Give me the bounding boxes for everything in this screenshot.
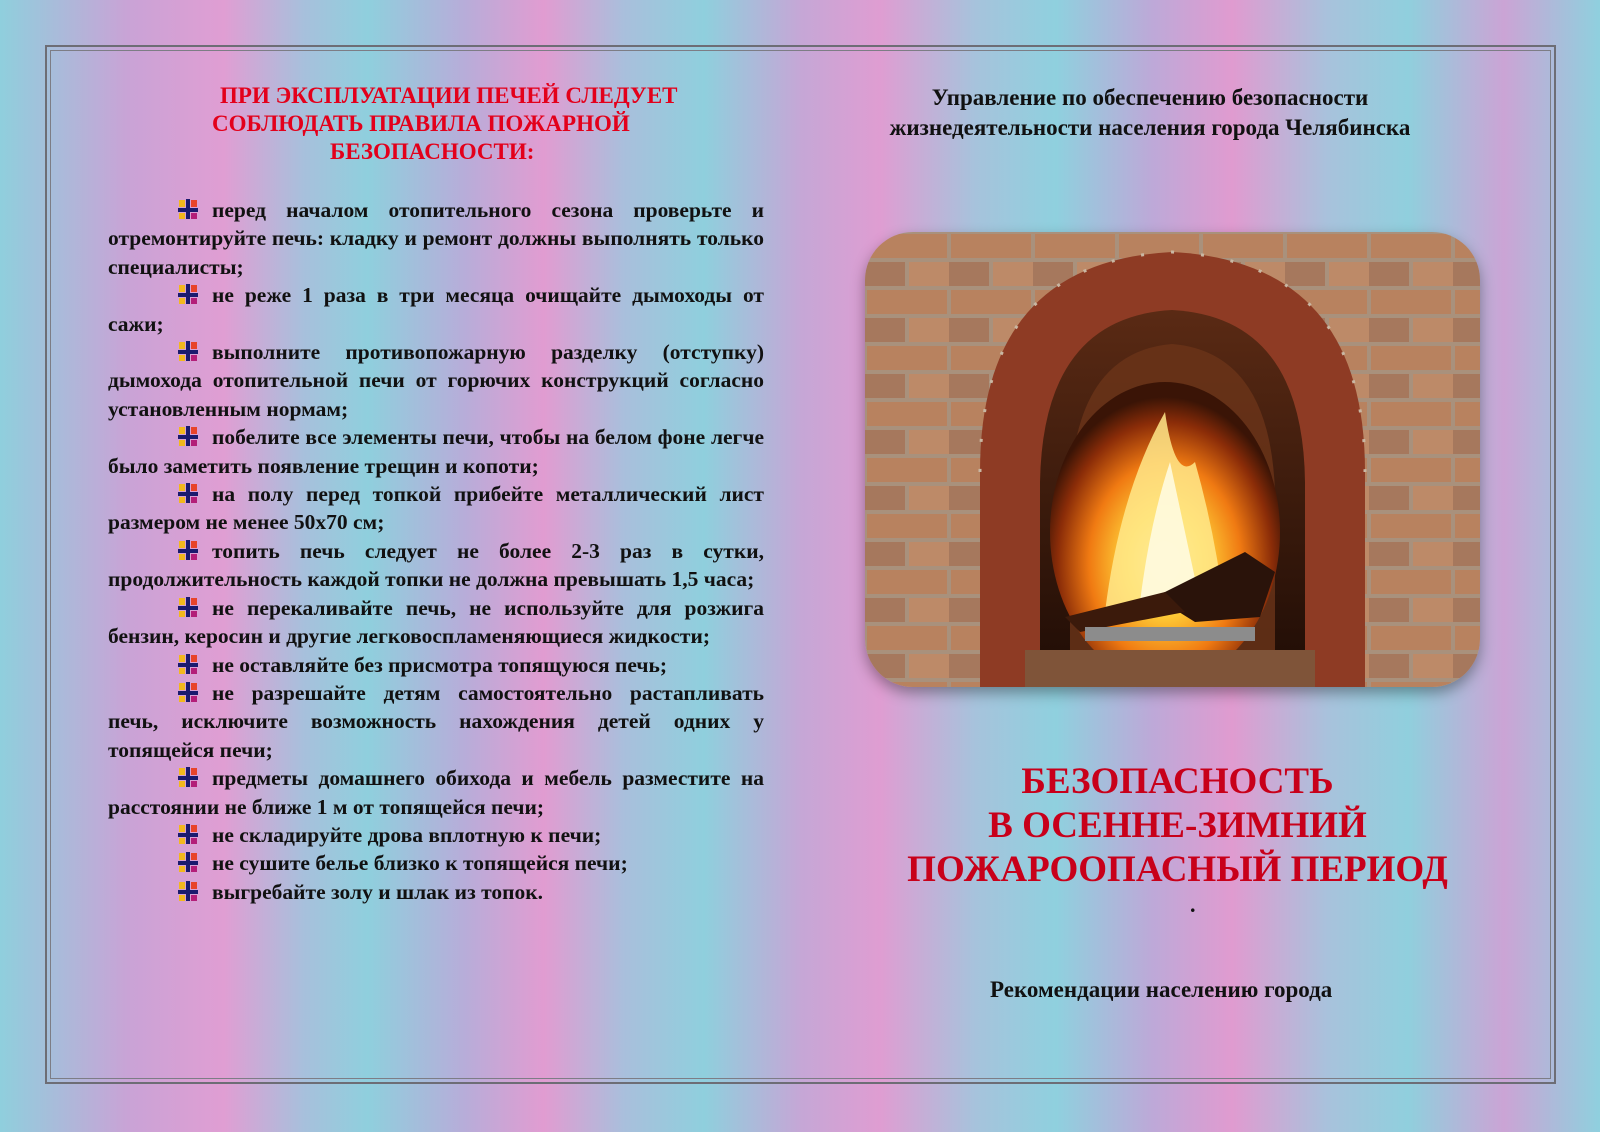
rule-item xyxy=(108,679,764,764)
rule-item xyxy=(108,821,764,849)
rule-item xyxy=(108,594,764,651)
rule-text: перед началом отопительного сезона проверьте и отремонтируйте печь: кладку и ремонт должны выполнять только специалисты; xyxy=(108,198,764,279)
bullet-arrow-icon xyxy=(178,483,198,503)
bullet-arrow-icon xyxy=(178,682,198,702)
rule-text: не разрешайте детям самостоятельно растапливать печь, исключите возможность нахождения детей одних у топящейся печи; xyxy=(108,680,764,762)
main-title-line: БЕЗОПАСНОСТЬ xyxy=(1021,761,1334,802)
rule-item xyxy=(108,338,764,423)
rule-text: не перекаливайте печь, не используйте для розжига бензин, керосин и другие легковоспламеняющиеся жидкости; xyxy=(108,595,764,649)
bullet-arrow-icon xyxy=(178,852,198,872)
rule-item xyxy=(108,537,764,594)
bullet-arrow-icon xyxy=(178,426,198,446)
fireplace-image xyxy=(865,232,1480,687)
organization-name xyxy=(835,83,1465,143)
organization-line: жизнедеятельности населения города Челябинска xyxy=(889,115,1411,140)
rule-text: выгребайте золу и шлак из топок. xyxy=(212,879,544,904)
rules-heading-line: ПРИ ЭКСПЛУАТАЦИИ ПЕЧЕЙ СЛЕДУЕТ xyxy=(220,83,678,108)
organization-line: Управление по обеспечению безопасности xyxy=(931,85,1369,110)
bullet-arrow-icon xyxy=(178,654,198,674)
rule-text: на полу перед топкой прибейте металлический лист размером не менее 50х70 см; xyxy=(108,482,764,535)
bullet-arrow-icon xyxy=(178,284,198,304)
rule-text: не сушите белье близко к топящейся печи; xyxy=(212,851,628,876)
rule-text: выполните противопожарную разделку (отступку) дымохода отопительной печи от горючих конструкций согласно установленным нормам; xyxy=(108,340,764,421)
rule-item xyxy=(108,423,764,480)
rule-item xyxy=(108,281,764,338)
main-title-line: В ОСЕННЕ-ЗИМНИЙ xyxy=(988,805,1367,846)
rules-list xyxy=(108,196,764,906)
bullet-arrow-icon xyxy=(178,824,198,844)
rule-text: не складируйте дрова вплотную к печи; xyxy=(212,822,602,847)
rule-text: предметы домашнего обихода и мебель разместите на расстоянии не ближе 1 м от топящейся печи; xyxy=(108,766,764,819)
rule-text: не реже 1 раза в три месяца очищайте дымоходы от сажи; xyxy=(108,283,764,336)
rules-heading-line: СОБЛЮДАТЬ ПРАВИЛА ПОЖАРНОЙ xyxy=(212,111,630,136)
rules-heading xyxy=(200,82,740,166)
rule-text: топить печь следует не более 2-3 раз в сутки, продолжительность каждой топки не должна превышать 1,5 часа; xyxy=(108,538,764,592)
rule-item xyxy=(108,849,764,877)
rule-item xyxy=(108,764,764,821)
bullet-arrow-icon xyxy=(178,341,198,361)
main-title xyxy=(840,760,1515,892)
rule-item xyxy=(108,196,764,281)
bullet-arrow-icon xyxy=(178,540,198,560)
rule-item xyxy=(108,878,764,906)
rule-item xyxy=(108,651,764,679)
rule-text: не оставляйте без присмотра топящуюся печь; xyxy=(212,652,668,677)
main-title-line: ПОЖАРООПАСНЫЙ ПЕРИОД xyxy=(907,849,1448,890)
bullet-arrow-icon xyxy=(178,767,198,787)
bullet-arrow-icon xyxy=(178,881,198,901)
rule-item xyxy=(108,480,764,537)
bullet-arrow-icon xyxy=(178,597,198,617)
dot-mark: . xyxy=(1190,892,1196,917)
bullet-arrow-icon xyxy=(178,199,198,219)
rules-heading-line: БЕЗОПАСНОСТИ: xyxy=(330,139,535,164)
rule-text: побелите все элементы печи, чтобы на белом фоне легче было заметить появление трещин и копоти; xyxy=(108,425,764,478)
recommendations-subtitle: Рекомендации населению города xyxy=(990,977,1333,1002)
